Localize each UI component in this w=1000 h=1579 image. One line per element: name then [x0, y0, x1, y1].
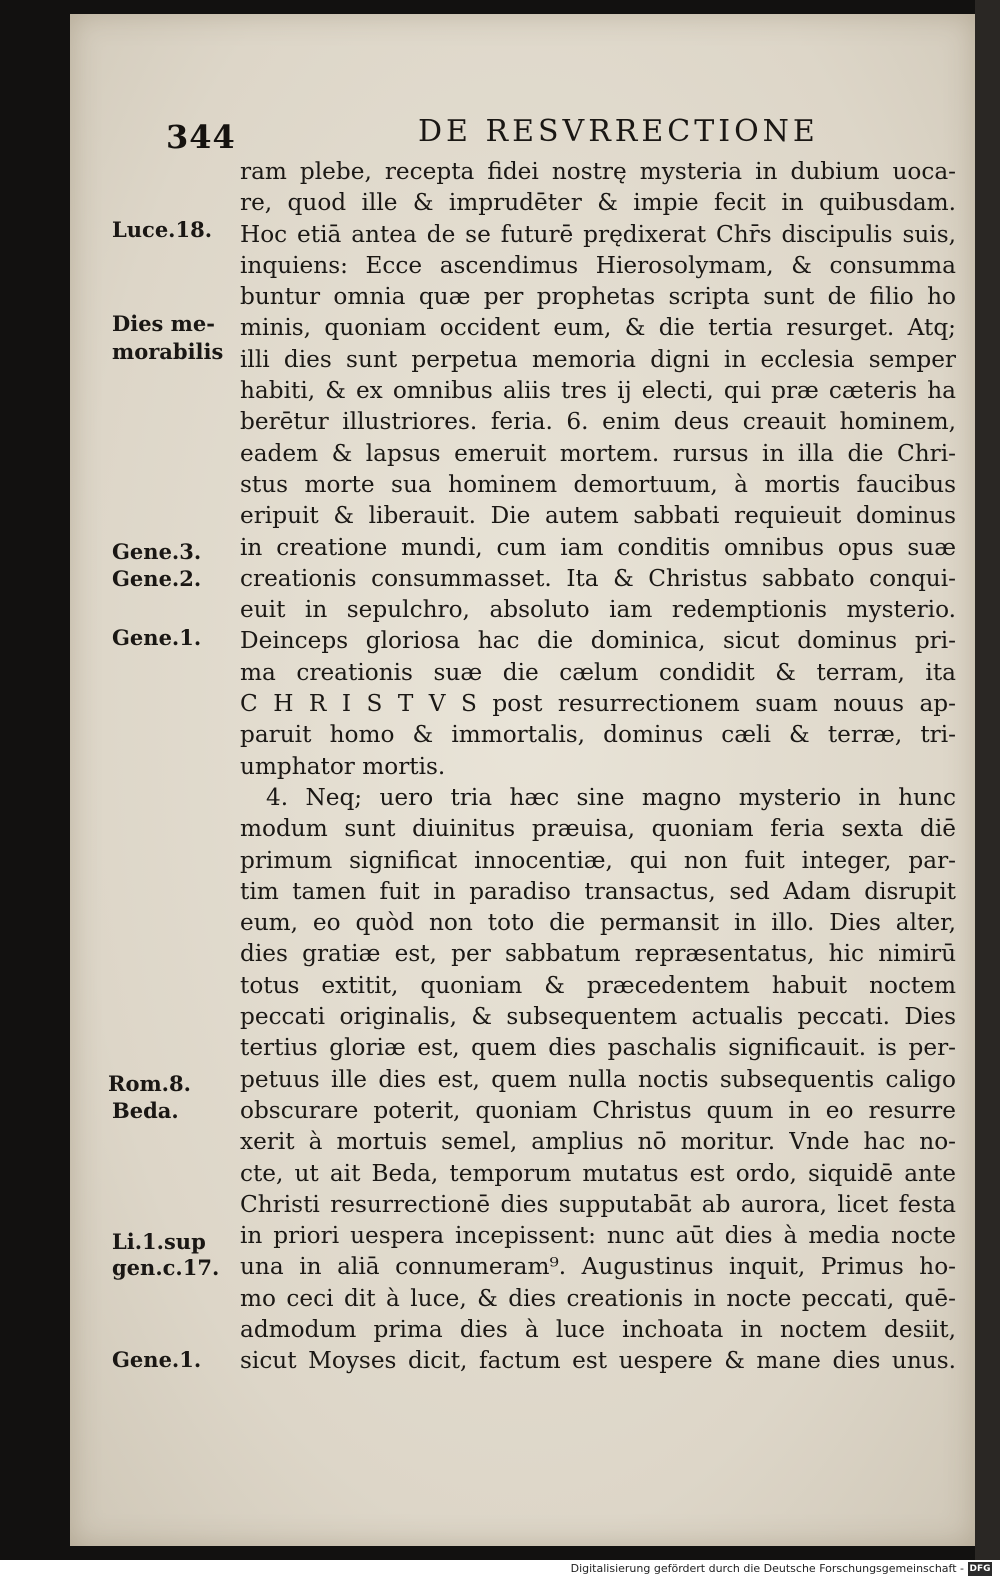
text-line: eum, eo quòd non toto die permansit in illo. Dies alter, [240, 909, 956, 937]
running-title: DE RESVRRECTIONE [418, 114, 819, 149]
text-line: una in aliā connumeram⁹. Augustinus inquit, Primus ho- [240, 1253, 956, 1281]
page-edge [975, 0, 1000, 1560]
text-line: tertius gloriæ est, quem dies paschalis significauit. is per- [240, 1034, 956, 1062]
text-line: primum significat innocentiæ, qui non fuit integer, par- [240, 846, 956, 874]
text-line: dies gratiæ est, per sabbatum repræsentatus, hic nimirū [240, 940, 956, 968]
margin-note-gen-c17: gen.c.17. [112, 1255, 220, 1280]
main-text-block [240, 156, 956, 1377]
margin-note-dies-memorabilis-2: morabilis [112, 339, 224, 364]
margin-note-gene-1b: Gene.1. [112, 1347, 202, 1372]
funding-credit: Digitalisierung gefördert durch die Deutsche Forschungsgemeinschaft - [570, 1562, 964, 1575]
margin-note-lib-sup: Li.1.sup [112, 1229, 206, 1254]
text-line: in priori uespera incepissent: nunc aūt dies à media nocte [240, 1222, 956, 1250]
text-line: re, quod ille & imprudēter & impie fecit in quibusdam. [240, 189, 956, 217]
text-line: buntur omnia quæ per prophetas scripta sunt de filio ho [240, 283, 956, 311]
text-line: xerit à mortuis semel, amplius nō moritur. Vnde hac no- [240, 1128, 956, 1156]
text-line: in creatione mundi, cum iam conditis omnibus opus suæ [240, 533, 956, 561]
text-line: cte, ut ait Beda, temporum mutatus est ordo, siquidē ante [240, 1159, 956, 1187]
text-line-paragraph-4: 4. Neq; uero tria hæc sine magno mysterio in hunc [266, 783, 956, 811]
text-line: sicut Moyses dicit, factum est uespere & mane dies unus. [240, 1347, 956, 1375]
margin-note-beda: Beda. [112, 1098, 179, 1123]
text-line: umphator mortis. [240, 752, 446, 780]
text-line: tim tamen fuit in paradiso transactus, sed Adam disrupit [240, 877, 956, 905]
text-line: Christi resurrectionē dies supputabāt ab aurora, licet festa [240, 1190, 956, 1218]
margin-note-rom: Rom.8. [108, 1071, 191, 1096]
text-line: peccati originalis, & subsequentem actualis peccati. Dies [240, 1003, 956, 1031]
margin-note-dies-memorabilis-1: Dies me- [112, 311, 215, 336]
text-line: paruit homo & immortalis, dominus cæli & terræ, tri- [240, 721, 956, 749]
text-line: inquiens: Ecce ascendimus Hierosolymam, & consumma [240, 251, 956, 279]
margin-note-gene-3: Gene.3. [112, 539, 202, 564]
text-line: totus extitit, quoniam & præcedentem habuit noctem [240, 971, 956, 999]
text-line: modum sunt diuinitus præuisa, quoniam feria sexta diē [240, 815, 956, 843]
dfg-logo: DFG [969, 1564, 991, 1574]
text-line: obscurare poterit, quoniam Christus quum in eo resurre [240, 1096, 956, 1124]
text-line: eripuit & liberauit. Die autem sabbati requieuit dominus [240, 502, 956, 530]
margin-note-gene-1a: Gene.1. [112, 625, 202, 650]
text-line: ram plebe, recepta fidei nostrę mysteria in dubium uoca- [240, 158, 956, 185]
text-line: illi dies sunt perpetua memoria digni in ecclesia semper [240, 345, 956, 373]
text-line: mo ceci dit à luce, & dies creationis in nocte peccati, quē- [240, 1284, 956, 1312]
text-line: petuus ille dies est, quem nulla noctis subsequentis caligo [240, 1065, 956, 1093]
margin-note-gene-2: Gene.2. [112, 566, 202, 591]
text-line: Hoc etiā antea de se futurē prędixerat Chr̄s discipulis suis, [240, 220, 956, 248]
margin-note-luce: Luce.18. [112, 217, 213, 242]
text-line: eadem & lapsus emeruit mortem. rursus in illa die Chri- [240, 439, 956, 467]
text-line: minis, quoniam occident eum, & die tertia resurget. Atq; [240, 314, 956, 342]
text-line: habiti, & ex omnibus aliis tres ij electi, qui præ cæteris ha [240, 377, 956, 405]
text-line: euit in sepulchro, absoluto iam redemptionis mysterio. [240, 596, 956, 624]
text-line: ma creationis suæ die cælum condidit & terram, ita [240, 658, 956, 686]
text-line: Deinceps gloriosa hac die dominica, sicut dominus pri- [240, 627, 956, 655]
text-line: admodum prima dies à luce inchoata in noctem desiit, [240, 1315, 956, 1343]
text-line: stus morte sua hominem demortuum, à mortis faucibus [240, 470, 956, 498]
text-line: C H R I S T V S post resurrectionem suam nouus ap- [240, 690, 956, 718]
text-line: berētur illustriores. feria. 6. enim deus creauit hominem, [240, 408, 956, 436]
text-line: creationis consummasset. Ita & Christus sabbato conqui- [240, 564, 956, 592]
page-number: 344 [166, 118, 236, 156]
